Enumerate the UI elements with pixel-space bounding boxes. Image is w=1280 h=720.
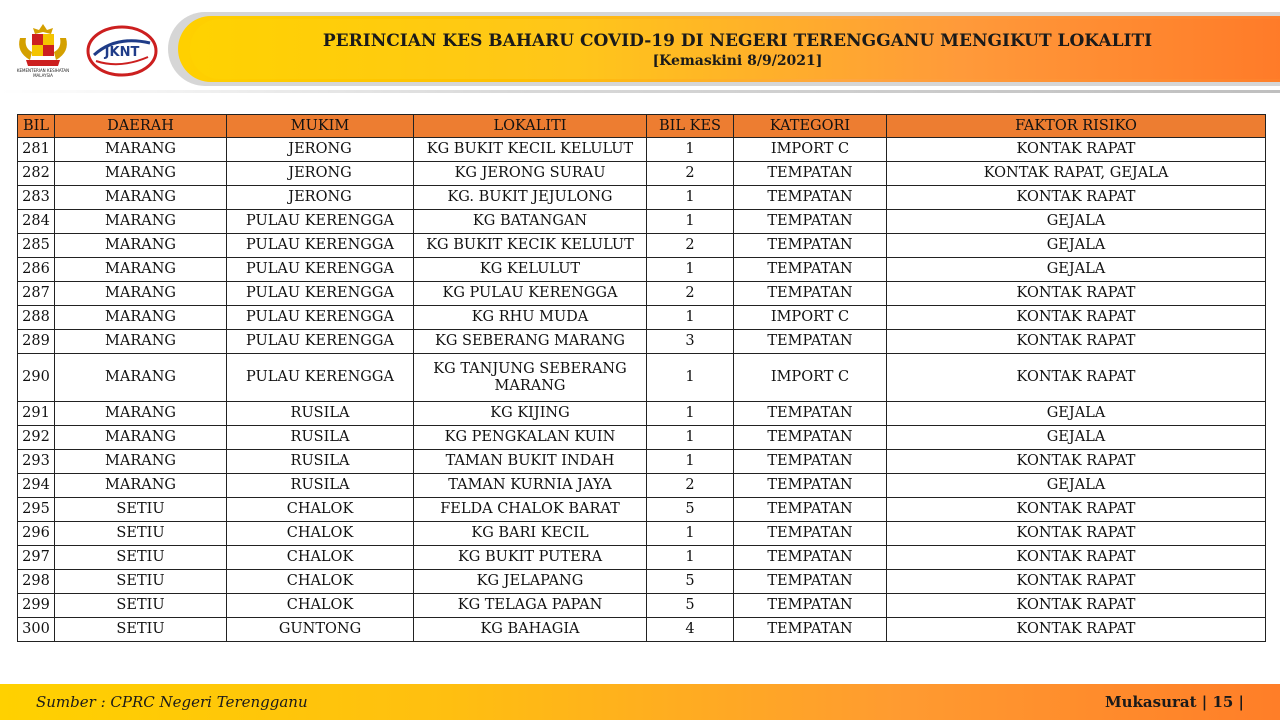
cell-bil-kes: 4 (647, 618, 734, 642)
cell-mukim: GUNTONG (227, 618, 414, 642)
cell-kategori: TEMPATAN (734, 546, 887, 570)
cell-lokaliti: KG. BUKIT JEJULONG (414, 186, 647, 210)
cell-lokaliti: KG JELAPANG (414, 570, 647, 594)
cell-mukim: PULAU KERENGGA (227, 306, 414, 330)
cell-bil-kes: 1 (647, 210, 734, 234)
cell-daerah: SETIU (55, 498, 227, 522)
cell-bil-kes: 1 (647, 522, 734, 546)
cell-bil: 300 (18, 618, 55, 642)
cell-bil: 286 (18, 258, 55, 282)
cell-faktor-risiko: KONTAK RAPAT (887, 354, 1266, 402)
cell-faktor-risiko: KONTAK RAPAT (887, 522, 1266, 546)
cell-daerah: MARANG (55, 162, 227, 186)
cell-faktor-risiko: KONTAK RAPAT (887, 546, 1266, 570)
table-row (18, 162, 1266, 186)
table-row (18, 354, 1266, 402)
table-body (18, 138, 1266, 642)
cell-bil: 290 (18, 354, 55, 402)
cell-lokaliti: KG RHU MUDA (414, 306, 647, 330)
cell-bil: 284 (18, 210, 55, 234)
cell-bil-kes: 2 (647, 282, 734, 306)
page-title: PERINCIAN KES BAHARU COVID-19 DI NEGERI TERENGGANU MENGIKUT LOKALITI (322, 31, 1153, 51)
cell-faktor-risiko: KONTAK RAPAT (887, 594, 1266, 618)
cell-kategori: IMPORT C (734, 354, 887, 402)
table-header-row (18, 115, 1266, 138)
cell-faktor-risiko: KONTAK RAPAT (887, 618, 1266, 642)
cell-daerah: MARANG (55, 354, 227, 402)
cell-bil-kes: 3 (647, 330, 734, 354)
slide-footer (0, 684, 1280, 720)
cell-bil: 294 (18, 474, 55, 498)
logo-group (12, 22, 162, 82)
cell-bil: 297 (18, 546, 55, 570)
page-number: Mukasurat | 15 | (1105, 693, 1244, 711)
cell-daerah: SETIU (55, 570, 227, 594)
table-row (18, 402, 1266, 426)
cell-bil-kes: 5 (647, 594, 734, 618)
cell-daerah: MARANG (55, 402, 227, 426)
cell-faktor-risiko: KONTAK RAPAT (887, 186, 1266, 210)
column-header-bil-kes: BIL KES (647, 115, 734, 138)
cell-mukim: JERONG (227, 162, 414, 186)
table-row (18, 618, 1266, 642)
cell-bil-kes: 5 (647, 498, 734, 522)
cell-lokaliti: TAMAN BUKIT INDAH (414, 450, 647, 474)
table-row (18, 210, 1266, 234)
cell-lokaliti: KG BUKIT PUTERA (414, 546, 647, 570)
cell-bil: 292 (18, 426, 55, 450)
cell-faktor-risiko: KONTAK RAPAT (887, 282, 1266, 306)
cell-daerah: MARANG (55, 210, 227, 234)
cell-lokaliti: KG SEBERANG MARANG (414, 330, 647, 354)
table-row (18, 474, 1266, 498)
cell-kategori: TEMPATAN (734, 402, 887, 426)
cell-bil-kes: 2 (647, 474, 734, 498)
table-row (18, 330, 1266, 354)
column-header-faktor-risiko: FAKTOR RISIKO (887, 115, 1266, 138)
cell-kategori: TEMPATAN (734, 234, 887, 258)
cell-mukim: PULAU KERENGGA (227, 210, 414, 234)
cell-bil: 291 (18, 402, 55, 426)
cell-kategori: TEMPATAN (734, 618, 887, 642)
cell-lokaliti: KG BAHAGIA (414, 618, 647, 642)
kkm-crest-logo (12, 22, 74, 84)
cell-lokaliti: KG BUKIT KECIK KELULUT (414, 234, 647, 258)
cell-mukim: JERONG (227, 186, 414, 210)
cell-daerah: MARANG (55, 474, 227, 498)
update-date: [Kemaskini 8/9/2021] (652, 53, 823, 69)
jknt-emblem-icon (86, 25, 158, 77)
cell-daerah: MARANG (55, 426, 227, 450)
cell-daerah: MARANG (55, 450, 227, 474)
cell-bil: 283 (18, 186, 55, 210)
table-row (18, 594, 1266, 618)
cell-bil: 287 (18, 282, 55, 306)
cell-bil-kes: 1 (647, 186, 734, 210)
cell-bil-kes: 1 (647, 354, 734, 402)
table-row (18, 426, 1266, 450)
cell-bil-kes: 2 (647, 234, 734, 258)
column-header-kategori: KATEGORI (734, 115, 887, 138)
cell-daerah: MARANG (55, 306, 227, 330)
cell-bil: 295 (18, 498, 55, 522)
cases-table (17, 114, 1266, 642)
cell-mukim: PULAU KERENGGA (227, 258, 414, 282)
column-header-daerah: DAERAH (55, 115, 227, 138)
cell-lokaliti: FELDA CHALOK BARAT (414, 498, 647, 522)
kkm-logo-text: KEMENTERIAN KESIHATAN MALAYSIA (16, 68, 70, 78)
cell-mukim: CHALOK (227, 546, 414, 570)
cell-bil: 288 (18, 306, 55, 330)
column-header-mukim: MUKIM (227, 115, 414, 138)
cell-faktor-risiko: GEJALA (887, 402, 1266, 426)
cell-kategori: TEMPATAN (734, 258, 887, 282)
cell-daerah: MARANG (55, 282, 227, 306)
cell-lokaliti: KG TANJUNG SEBERANG MARANG (414, 354, 647, 402)
cell-daerah: MARANG (55, 330, 227, 354)
cell-kategori: TEMPATAN (734, 498, 887, 522)
cell-faktor-risiko: KONTAK RAPAT (887, 450, 1266, 474)
cell-faktor-risiko: KONTAK RAPAT, GEJALA (887, 162, 1266, 186)
cell-lokaliti: KG PENGKALAN KUIN (414, 426, 647, 450)
cell-bil: 296 (18, 522, 55, 546)
cell-kategori: TEMPATAN (734, 330, 887, 354)
cell-kategori: TEMPATAN (734, 426, 887, 450)
cell-kategori: TEMPATAN (734, 522, 887, 546)
column-header-lokaliti: LOKALITI (414, 115, 647, 138)
cell-lokaliti: KG BARI KECIL (414, 522, 647, 546)
cell-daerah: MARANG (55, 234, 227, 258)
cell-mukim: RUSILA (227, 450, 414, 474)
cell-mukim: RUSILA (227, 402, 414, 426)
table-row (18, 282, 1266, 306)
cell-mukim: PULAU KERENGGA (227, 354, 414, 402)
table-row (18, 522, 1266, 546)
cell-daerah: MARANG (55, 186, 227, 210)
crest-icon (12, 22, 74, 68)
cell-kategori: TEMPATAN (734, 282, 887, 306)
cell-bil-kes: 1 (647, 306, 734, 330)
cell-bil-kes: 1 (647, 402, 734, 426)
cell-mukim: RUSILA (227, 426, 414, 450)
cell-faktor-risiko: GEJALA (887, 474, 1266, 498)
table-row (18, 258, 1266, 282)
cell-bil-kes: 1 (647, 138, 734, 162)
cell-faktor-risiko: KONTAK RAPAT (887, 306, 1266, 330)
cell-bil-kes: 1 (647, 546, 734, 570)
cell-bil: 298 (18, 570, 55, 594)
cell-faktor-risiko: GEJALA (887, 234, 1266, 258)
cell-daerah: MARANG (55, 138, 227, 162)
cell-faktor-risiko: GEJALA (887, 258, 1266, 282)
cell-mukim: RUSILA (227, 474, 414, 498)
cell-mukim: PULAU KERENGGA (227, 234, 414, 258)
cell-kategori: TEMPATAN (734, 594, 887, 618)
cell-mukim: CHALOK (227, 522, 414, 546)
table-row (18, 234, 1266, 258)
header-divider (0, 90, 1280, 93)
cell-faktor-risiko: KONTAK RAPAT (887, 570, 1266, 594)
cell-daerah: SETIU (55, 618, 227, 642)
table-row (18, 498, 1266, 522)
cell-lokaliti: KG TELAGA PAPAN (414, 594, 647, 618)
cell-daerah: SETIU (55, 546, 227, 570)
cell-lokaliti: KG PULAU KERENGGA (414, 282, 647, 306)
cell-daerah: SETIU (55, 594, 227, 618)
cell-kategori: IMPORT C (734, 138, 887, 162)
cell-faktor-risiko: KONTAK RAPAT (887, 138, 1266, 162)
cell-bil-kes: 1 (647, 450, 734, 474)
cell-bil: 281 (18, 138, 55, 162)
cell-bil: 282 (18, 162, 55, 186)
cell-bil-kes: 2 (647, 162, 734, 186)
cell-faktor-risiko: GEJALA (887, 426, 1266, 450)
cell-lokaliti: KG BATANGAN (414, 210, 647, 234)
cell-bil: 285 (18, 234, 55, 258)
cell-mukim: PULAU KERENGGA (227, 282, 414, 306)
cell-mukim: PULAU KERENGGA (227, 330, 414, 354)
cell-mukim: CHALOK (227, 594, 414, 618)
column-header-bil: BIL (18, 115, 55, 138)
cell-bil-kes: 1 (647, 426, 734, 450)
cell-bil: 289 (18, 330, 55, 354)
cell-daerah: SETIU (55, 522, 227, 546)
jknt-logo-text: JKNT (104, 45, 140, 60)
cell-bil-kes: 1 (647, 258, 734, 282)
source-note: Sumber : CPRC Negeri Terengganu (36, 693, 308, 711)
cell-bil-kes: 5 (647, 570, 734, 594)
cell-lokaliti: TAMAN KURNIA JAYA (414, 474, 647, 498)
table-row (18, 570, 1266, 594)
cell-faktor-risiko: KONTAK RAPAT (887, 498, 1266, 522)
cell-daerah: MARANG (55, 258, 227, 282)
table-row (18, 186, 1266, 210)
cell-kategori: TEMPATAN (734, 162, 887, 186)
cell-mukim: CHALOK (227, 570, 414, 594)
cell-kategori: TEMPATAN (734, 210, 887, 234)
cell-mukim: CHALOK (227, 498, 414, 522)
table-row (18, 450, 1266, 474)
slide-header (0, 0, 1280, 100)
table-row (18, 546, 1266, 570)
cell-kategori: TEMPATAN (734, 570, 887, 594)
table-row (18, 306, 1266, 330)
cell-faktor-risiko: GEJALA (887, 210, 1266, 234)
cell-lokaliti: KG KELULUT (414, 258, 647, 282)
cell-lokaliti: KG BUKIT KECIL KELULUT (414, 138, 647, 162)
cell-kategori: TEMPATAN (734, 474, 887, 498)
cell-kategori: TEMPATAN (734, 186, 887, 210)
cell-bil: 299 (18, 594, 55, 618)
cell-kategori: TEMPATAN (734, 450, 887, 474)
cell-lokaliti: KG JERONG SURAU (414, 162, 647, 186)
cell-faktor-risiko: KONTAK RAPAT (887, 330, 1266, 354)
table-row (18, 138, 1266, 162)
cell-mukim: JERONG (227, 138, 414, 162)
cell-bil: 293 (18, 450, 55, 474)
cell-lokaliti: KG KIJING (414, 402, 647, 426)
cell-kategori: IMPORT C (734, 306, 887, 330)
jknt-logo (86, 25, 158, 77)
